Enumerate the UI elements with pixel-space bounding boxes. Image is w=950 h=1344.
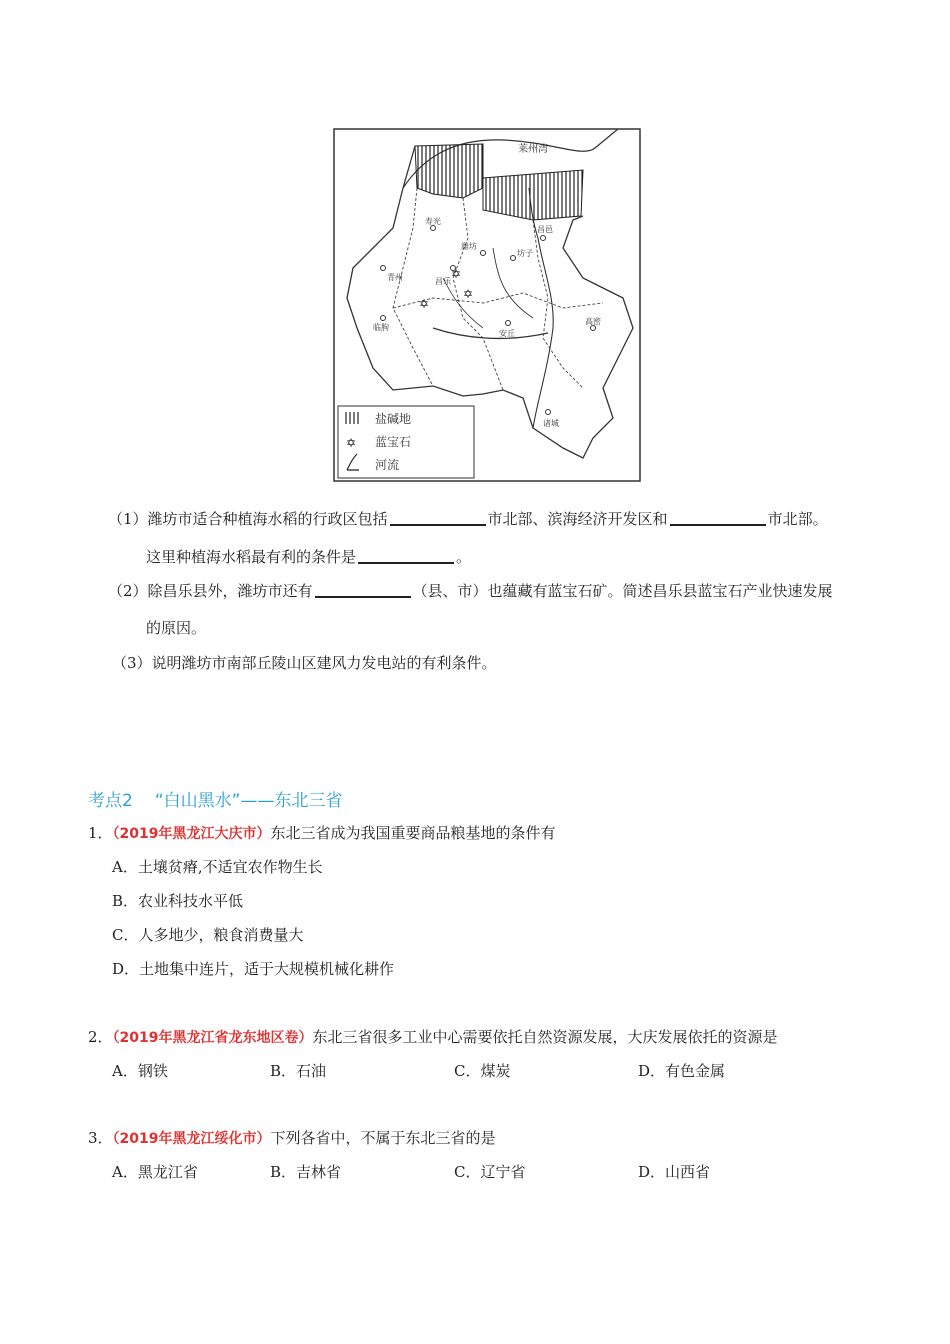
map-label: 临朐 <box>373 323 389 332</box>
option-b[interactable]: B．农业科技水平低 <box>112 892 244 910</box>
saline-area-east <box>483 170 583 220</box>
sapphire-mark: ✡ <box>419 297 430 311</box>
map-label: 青州 <box>387 273 403 282</box>
q2-line1: （2）除昌乐县外，潍坊市还有 （县、市）也蕴藏有蓝宝石矿。简述昌乐县蓝宝石产业快速发展 <box>108 582 833 600</box>
option-c[interactable]: C．煤炭 <box>454 1062 511 1080</box>
map-label: 昌乐 <box>435 277 451 286</box>
map-label: 安丘 <box>499 329 515 338</box>
map-label: 诸城 <box>543 419 559 428</box>
map-label: 蓝宝石 <box>375 435 412 449</box>
question-1: 1．（2019年黑龙江大庆市）东北三省成为我国重要商品粮基地的条件有 <box>88 824 556 842</box>
q2-line2: 的原因。 <box>146 619 207 637</box>
question-source: （2019年黑龙江绥化市） <box>112 1131 271 1147</box>
sapphire-mark: ✡ <box>463 287 474 301</box>
question-2: 2．（2019年黑龙江省龙东地区卷）东北三省很多工业中心需要依托自然资源发展，大庆发展依托的资源是 <box>88 1028 778 1046</box>
map-label: 寿光 <box>425 217 441 226</box>
answer-blank[interactable] <box>315 580 411 598</box>
question-source: （2019年黑龙江大庆市） <box>112 826 271 842</box>
answer-blank[interactable] <box>670 508 766 526</box>
map-label: 高密 <box>585 317 601 326</box>
q3-line: （3）说明潍坊市南部丘陵山区建风力发电站的有利条件。 <box>112 654 497 672</box>
map-label: 河流 <box>375 458 400 472</box>
option-d[interactable]: D．土地集中连片，适于大规模机械化耕作 <box>112 960 395 978</box>
option-a[interactable]: A．钢铁 <box>112 1062 168 1080</box>
option-c[interactable]: C．辽宁省 <box>454 1163 526 1181</box>
sapphire-mark: ✡ <box>451 267 462 281</box>
option-d[interactable]: D．有色金属 <box>638 1062 726 1080</box>
sapphire-legend-icon: ✡ <box>346 436 357 450</box>
map-label: 昌邑 <box>537 225 553 234</box>
q1-line2: 这里种植海水稻最有利的条件是 。 <box>146 548 472 566</box>
map-legend <box>338 406 474 478</box>
question-3: 3．（2019年黑龙江绥化市）下列各省中，不属于东北三省的是 <box>88 1129 496 1147</box>
section-heading: 考点2 “白山黑水”——东北三省 <box>88 791 343 811</box>
map-label: 盐碱地 <box>375 412 412 426</box>
option-a[interactable]: A．土壤贫瘠,不适宜农作物生长 <box>112 858 323 876</box>
map-label: 坊子 <box>517 249 533 258</box>
option-d[interactable]: D．山西省 <box>638 1163 711 1181</box>
weifang-map <box>333 128 641 482</box>
saline-legend-icon <box>345 412 361 424</box>
bay-label: 莱州湾 <box>518 144 548 155</box>
option-b[interactable]: B．石油 <box>270 1062 327 1080</box>
answer-blank[interactable] <box>358 546 454 564</box>
question-source: （2019年黑龙江省龙东地区卷） <box>112 1030 313 1046</box>
map-label: 潍坊 <box>461 242 477 251</box>
option-b[interactable]: B．吉林省 <box>270 1163 342 1181</box>
q1-line1: （1）潍坊市适合种植海水稻的行政区包括 市北部、滨海经济开发区和 市北部。 <box>108 510 828 528</box>
option-c[interactable]: C．人多地少，粮食消费量大 <box>112 926 304 944</box>
answer-blank[interactable] <box>390 508 486 526</box>
option-a[interactable]: A．黑龙江省 <box>112 1163 198 1181</box>
saline-area-west <box>415 144 483 198</box>
